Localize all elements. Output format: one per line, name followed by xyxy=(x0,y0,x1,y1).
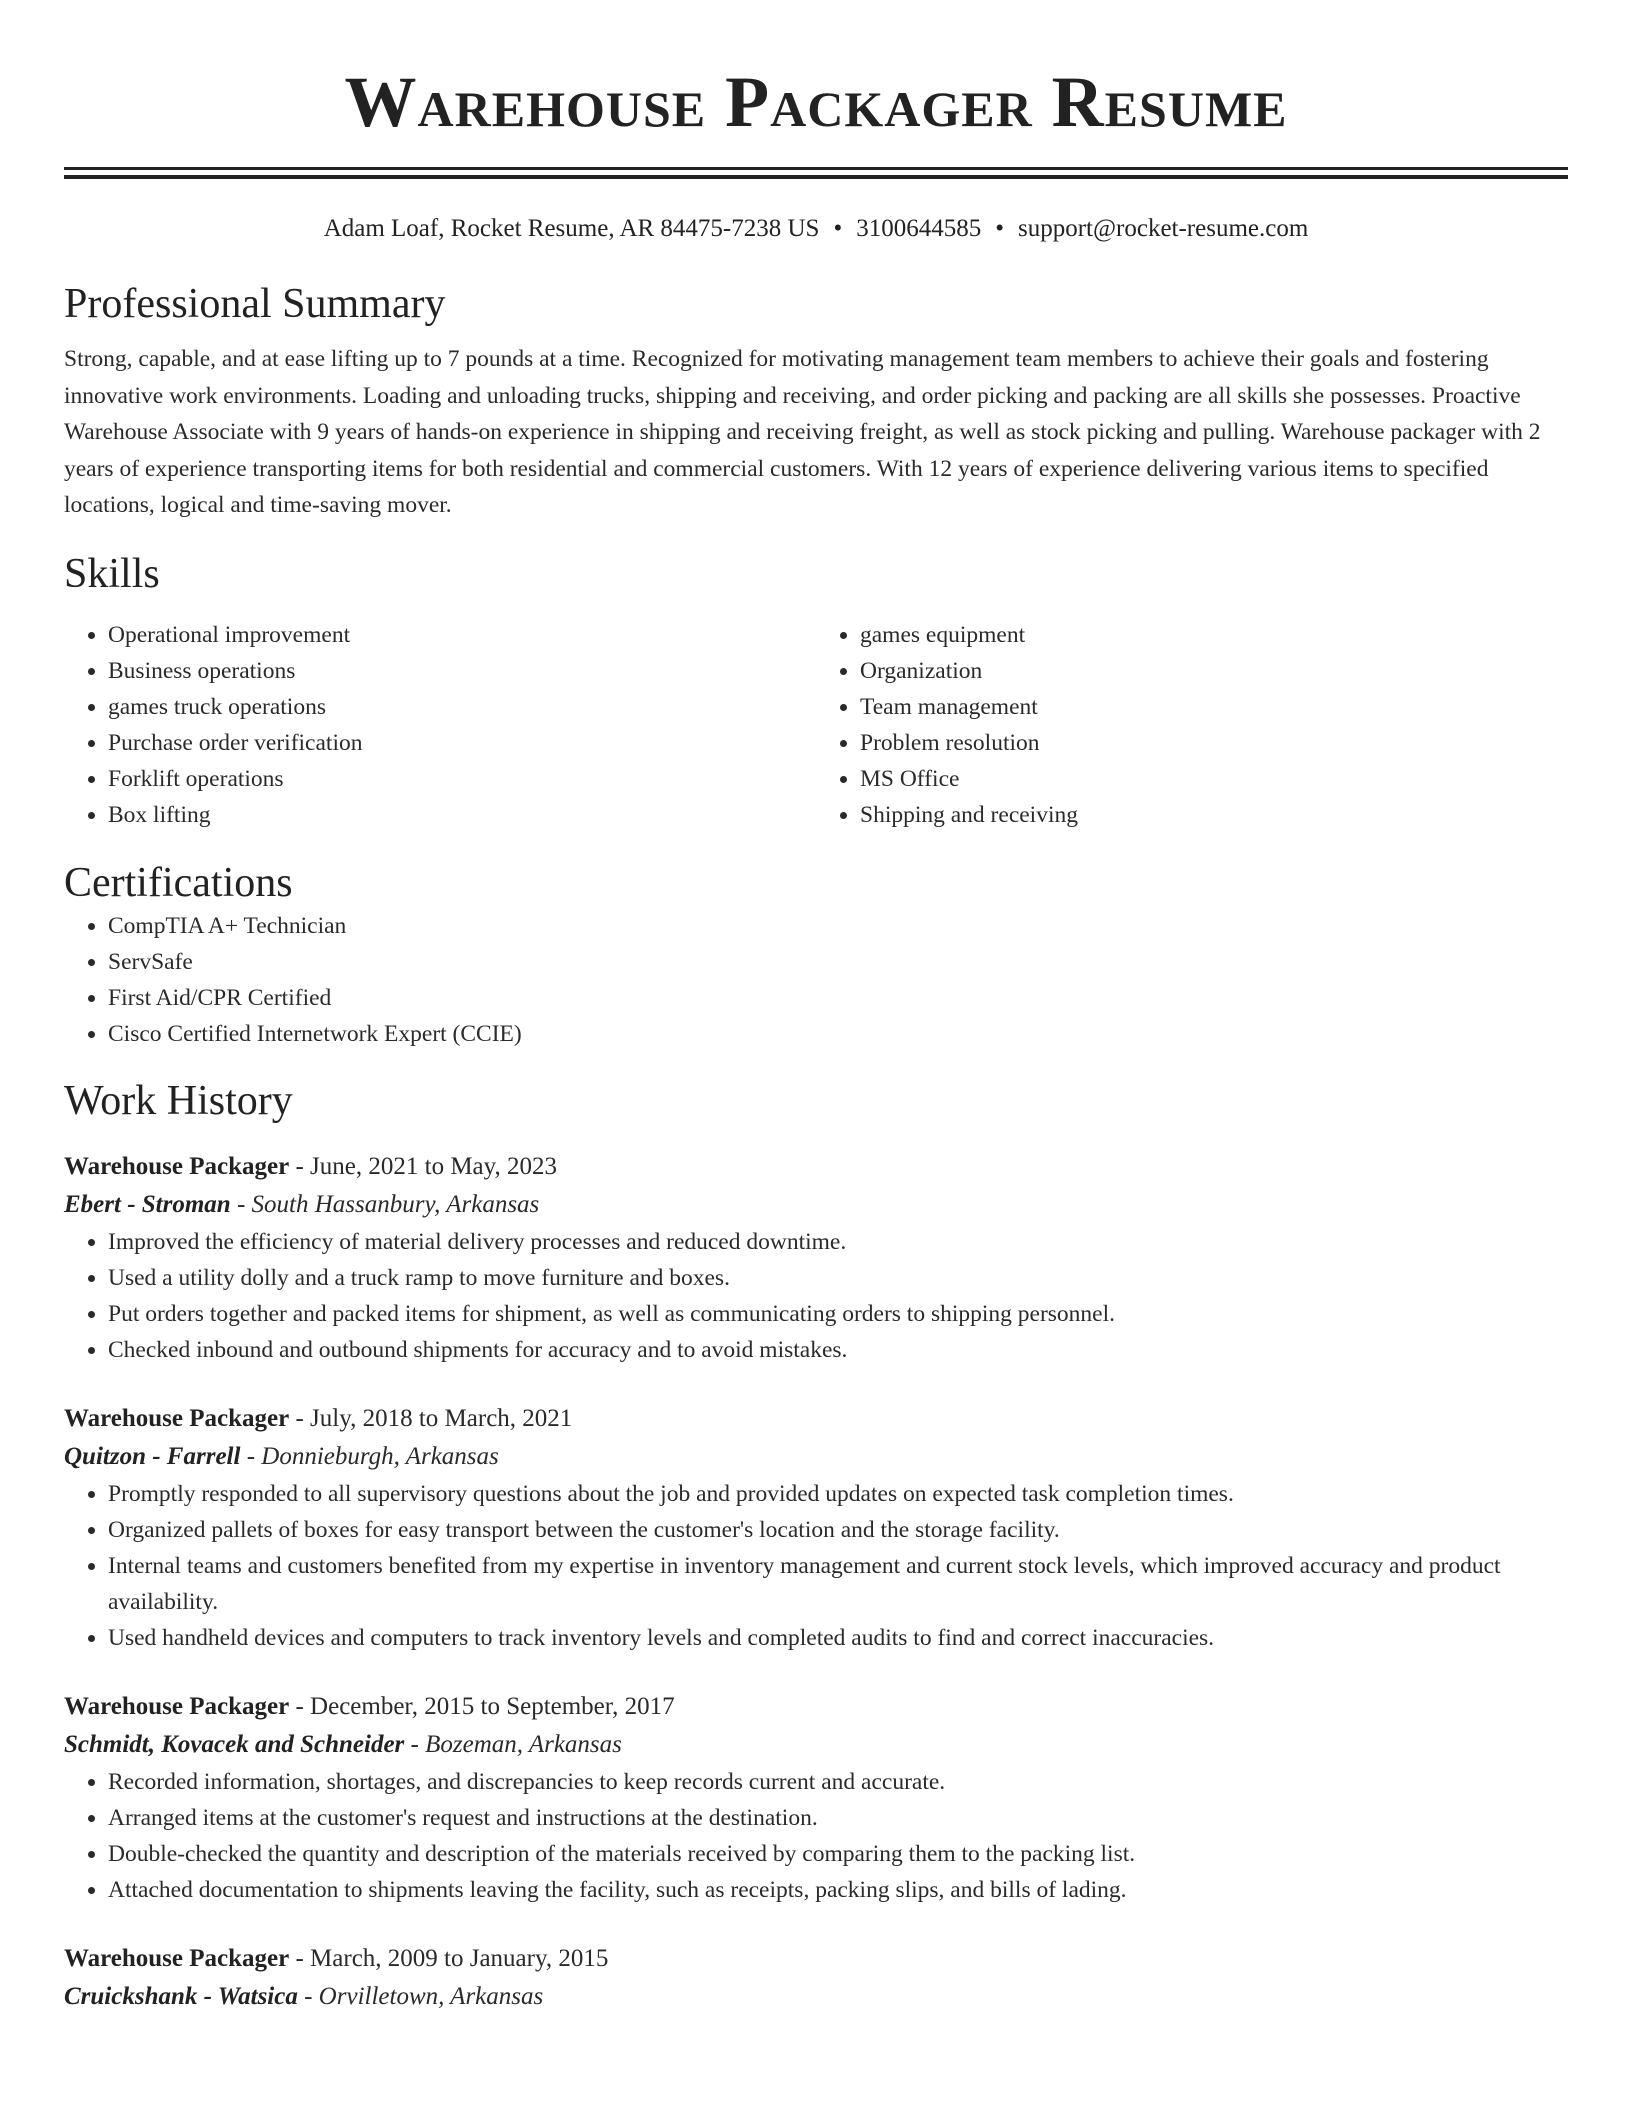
skill-item: • Business operations xyxy=(108,653,816,689)
job-location: - Donnieburgh, Arkansas xyxy=(240,1442,499,1470)
job-dates: - July, 2018 to March, 2021 xyxy=(289,1404,573,1432)
job-location: - Orvilletown, Arkansas xyxy=(297,1982,544,2010)
job-entry xyxy=(64,1148,1568,1368)
skill-item: • MS Office xyxy=(860,761,1568,797)
job-duties xyxy=(64,1764,1568,1908)
duty-item: • Double-checked the quantity and description of the materials received by comparing them to the packing list. xyxy=(108,1836,1568,1872)
job-duties xyxy=(64,1224,1568,1368)
duty-item: • Internal teams and customers benefited from my expertise in inventory management and current stock levels, which improved accuracy and product availability. xyxy=(108,1548,1568,1620)
job-title-line xyxy=(64,1400,1568,1438)
duty-item: • Improved the efficiency of material delivery processes and reduced downtime. xyxy=(108,1224,1568,1260)
job-entry xyxy=(64,1688,1568,1908)
skill-item: • Organization xyxy=(860,653,1568,689)
certification-item: • First Aid/CPR Certified xyxy=(108,980,1568,1016)
summary-heading: Professional Summary xyxy=(64,281,446,327)
job-company: Schmidt, Kovacek and Schneider xyxy=(64,1730,405,1758)
job-entry xyxy=(64,1940,1568,2016)
resume-title: Warehouse Packager Resume xyxy=(344,62,1288,142)
duty-item: • Promptly responded to all supervisory questions about the job and provided updates on expected task completion times. xyxy=(108,1476,1568,1512)
job-duties xyxy=(64,1476,1568,1656)
job-entry xyxy=(64,1400,1568,1656)
skills-list-right xyxy=(816,617,1568,833)
contact-address: Adam Loaf, Rocket Resume, AR 84475-7238 US xyxy=(323,215,820,242)
skill-item: • Team management xyxy=(860,689,1568,725)
job-title-line xyxy=(64,1940,1568,1978)
duty-item: • Arranged items at the customer's request and instructions at the destination. xyxy=(108,1800,1568,1836)
job-company: Ebert - Stroman xyxy=(64,1190,231,1218)
duty-item: • Checked inbound and outbound shipments for accuracy and to avoid mistakes. xyxy=(108,1332,1568,1368)
duty-item: • Put orders together and packed items for shipment, as well as communicating orders to shipping personnel. xyxy=(108,1296,1568,1332)
summary-text: Strong, capable, and at ease lifting up to 7 pounds at a time. Recognized for motivating management team members to achieve their goals and fostering innovative work environments. Loading and unloading trucks, shipping and receiving, and order picking and packing are all skills she possesses. Proactive Warehouse Associate with 9 years of hands-on experience in shipping and receiving freight, as well as stock picking and pulling. Warehouse packager with 2 years of experience transporting items for both residential and commercial customers. With 12 years of experience delivering various items to specified locations, logical and time-saving mover. xyxy=(64,346,1541,518)
skill-item: • games equipment xyxy=(860,617,1568,653)
job-dates: - March, 2009 to January, 2015 xyxy=(289,1944,609,1972)
job-dates: - December, 2015 to September, 2017 xyxy=(289,1692,675,1720)
job-company-line xyxy=(64,1438,1568,1476)
contact-email: support@rocket-resume.com xyxy=(1018,215,1309,242)
contact-separator: • xyxy=(995,215,1004,242)
job-company-line xyxy=(64,1726,1568,1764)
duty-item: • Used handheld devices and computers to track inventory levels and completed audits to find and correct inaccuracies. xyxy=(108,1620,1568,1656)
duty-item: • Attached documentation to shipments leaving the facility, such as receipts, packing slips, and bills of lading. xyxy=(108,1872,1568,1908)
skill-item: • games truck operations xyxy=(108,689,816,725)
resume-page xyxy=(64,0,1568,2016)
skill-item: • Operational improvement xyxy=(108,617,816,653)
certification-item: • Cisco Certified Internetwork Expert (CCIE) xyxy=(108,1016,1568,1052)
job-company: Quitzon - Farrell xyxy=(64,1442,241,1470)
job-dates: - June, 2021 to May, 2023 xyxy=(289,1152,558,1180)
job-title: Warehouse Packager xyxy=(64,1944,290,1972)
certifications-heading: Certifications xyxy=(64,859,293,906)
job-company-line xyxy=(64,1978,1568,2016)
duty-item: • Used a utility dolly and a truck ramp to move furniture and boxes. xyxy=(108,1260,1568,1296)
skill-item: • Forklift operations xyxy=(108,761,816,797)
contact-line xyxy=(64,213,1568,245)
skill-item: • Box lifting xyxy=(108,797,816,833)
duty-item: • Recorded information, shortages, and discrepancies to keep records current and accurate. xyxy=(108,1764,1568,1800)
job-title: Warehouse Packager xyxy=(64,1692,290,1720)
skills-columns xyxy=(64,617,1568,833)
skill-item: • Shipping and receiving xyxy=(860,797,1568,833)
skill-item: • Problem resolution xyxy=(860,725,1568,761)
contact-phone: 3100644585 xyxy=(856,215,982,242)
job-title-line xyxy=(64,1148,1568,1186)
job-title: Warehouse Packager xyxy=(64,1404,290,1432)
work-history-heading: Work History xyxy=(64,1077,293,1124)
certifications-list xyxy=(64,908,1568,1052)
contact-separator: • xyxy=(833,215,843,242)
certification-item: • CompTIA A+ Technician xyxy=(108,908,1568,944)
title-divider-thin xyxy=(64,175,1568,179)
job-company: Cruickshank - Watsica xyxy=(64,1982,298,2010)
job-title: Warehouse Packager xyxy=(64,1152,290,1180)
job-title-line xyxy=(64,1688,1568,1726)
title-divider-thick xyxy=(64,167,1568,170)
duty-item: • Organized pallets of boxes for easy transport between the customer's location and the storage facility. xyxy=(108,1512,1568,1548)
skill-item: • Purchase order verification xyxy=(108,725,816,761)
certification-item: • ServSafe xyxy=(108,944,1568,980)
job-location: - Bozeman, Arkansas xyxy=(404,1730,622,1758)
skills-heading: Skills xyxy=(64,550,160,597)
skills-list-left xyxy=(64,617,816,833)
job-location: - South Hassanbury, Arkansas xyxy=(230,1190,540,1218)
job-company-line xyxy=(64,1186,1568,1224)
